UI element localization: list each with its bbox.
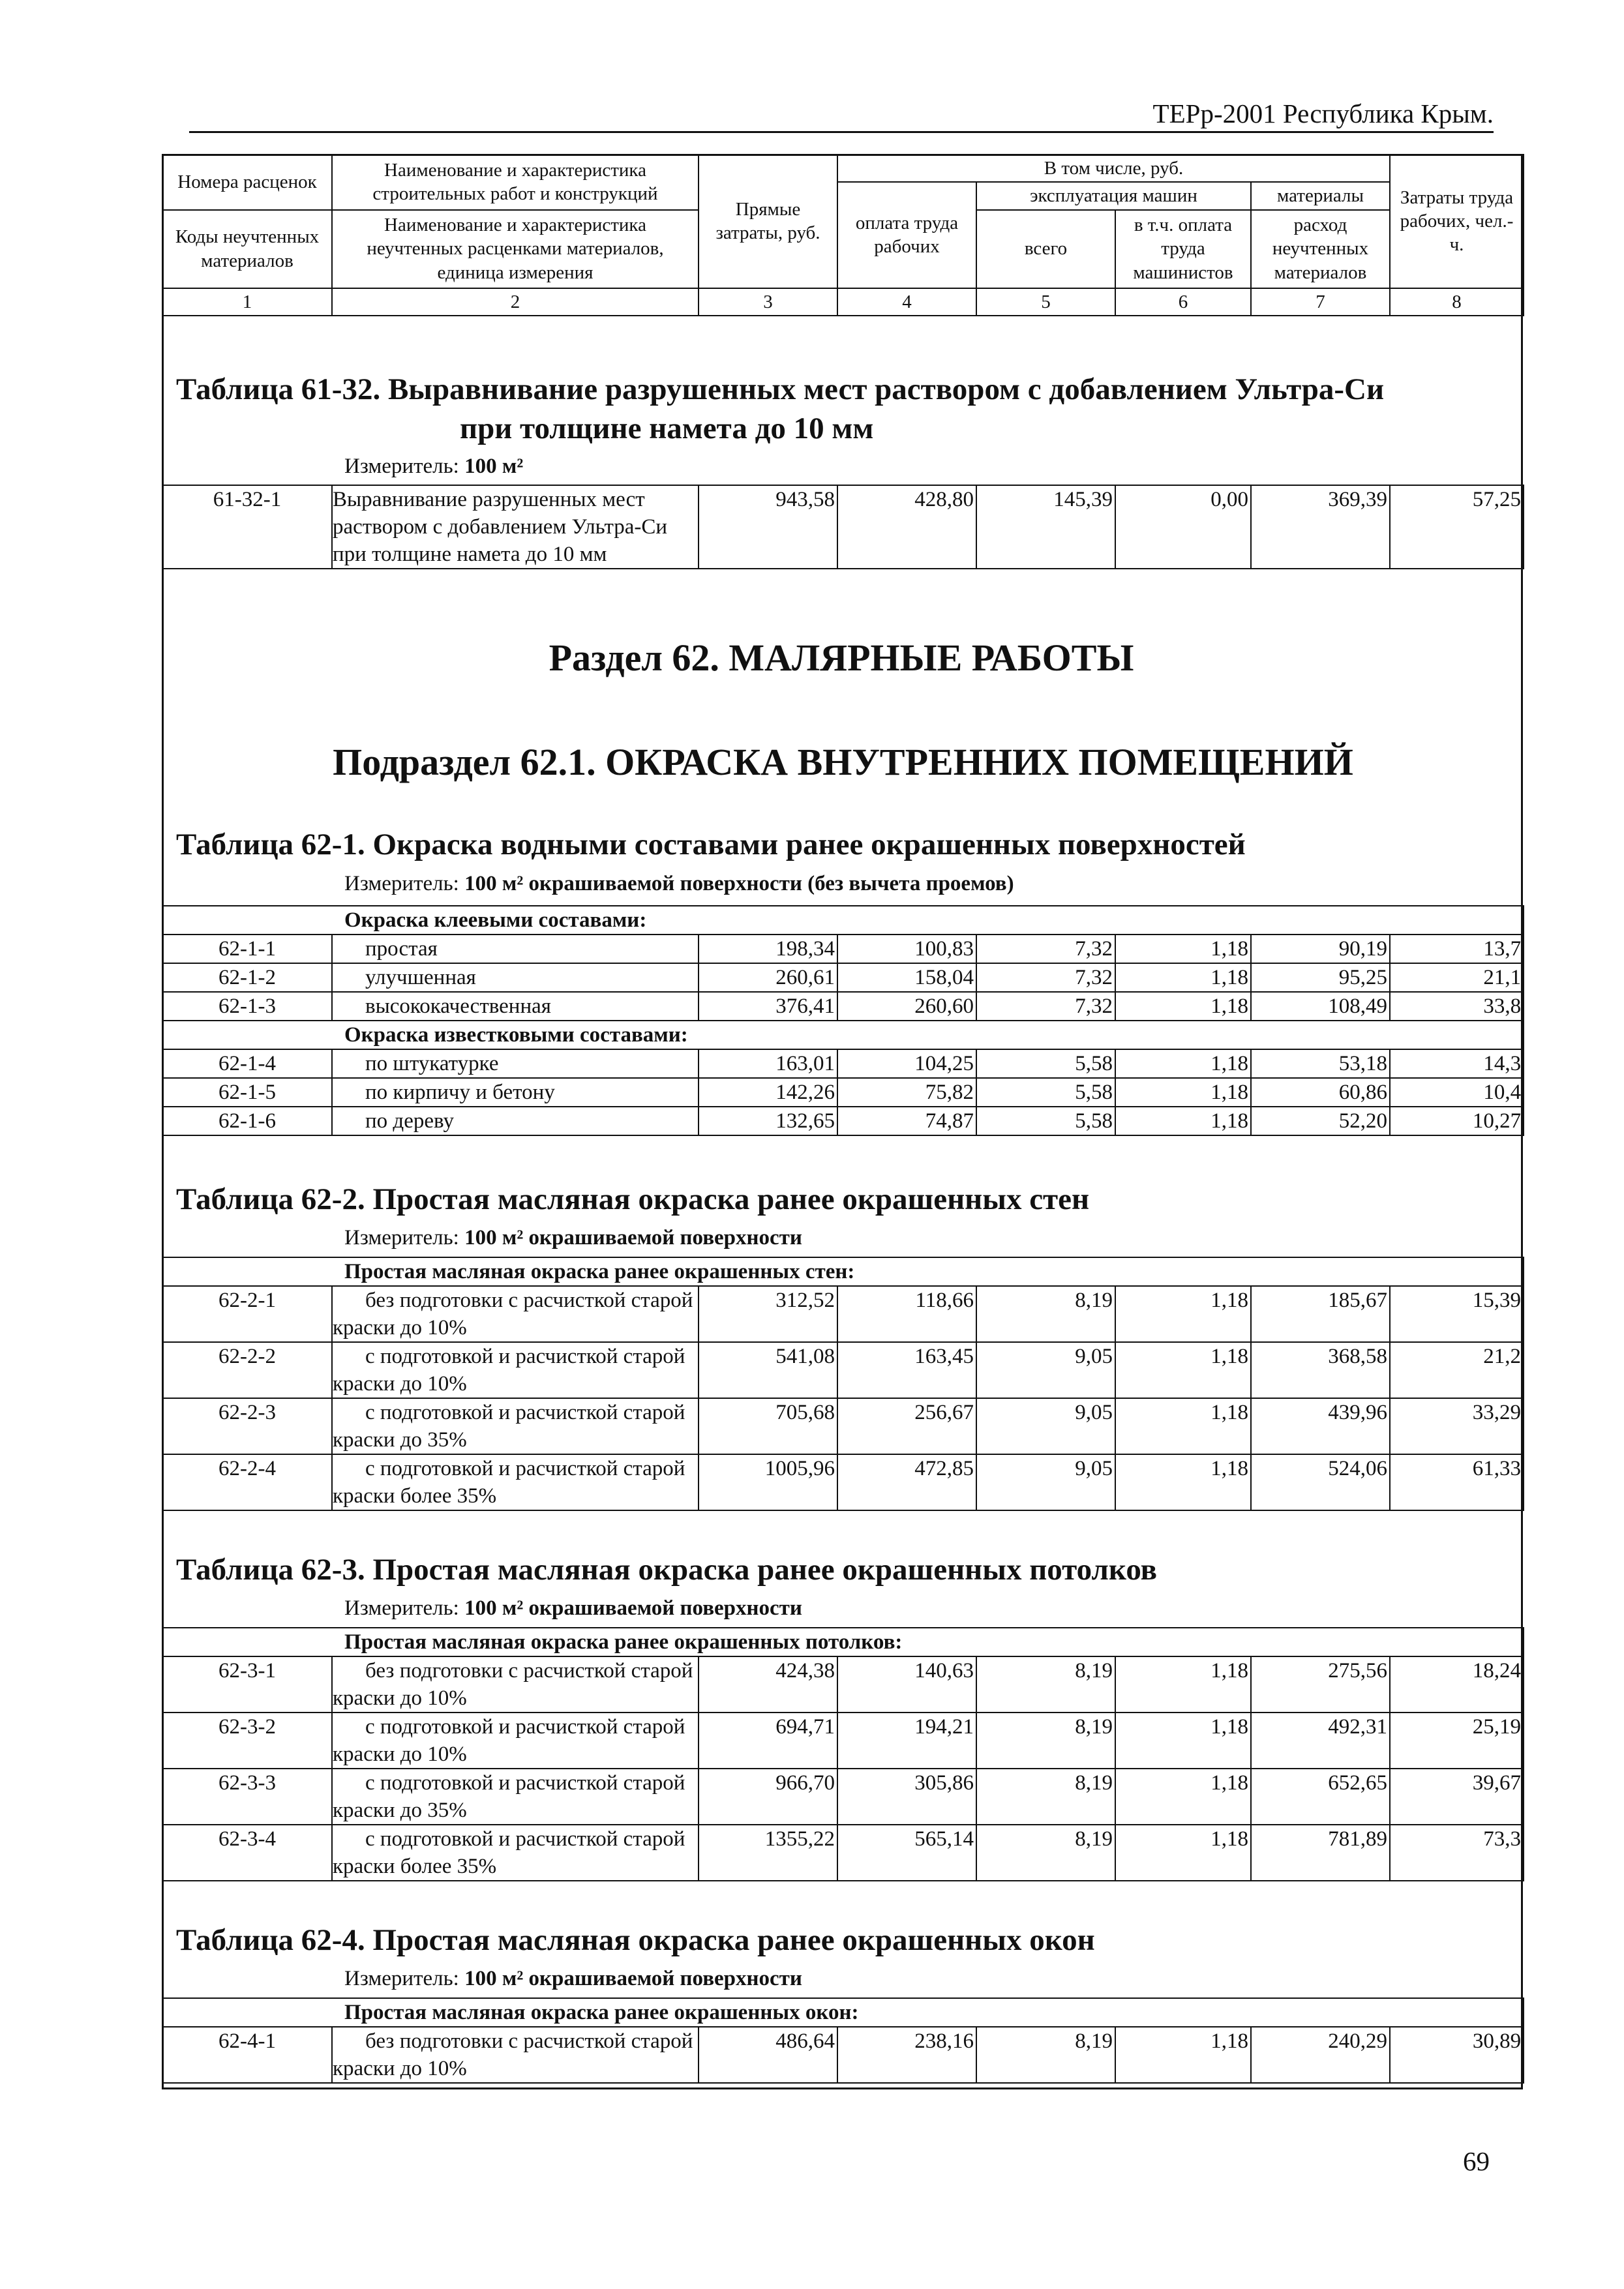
rate-code-cell: 62-1-5	[162, 1078, 332, 1107]
labor-hours-cell: 25,19	[1390, 1713, 1524, 1769]
description-cell: по кирпичу и бетону	[332, 1078, 699, 1107]
labor-hours-cell: 13,7	[1390, 935, 1524, 963]
labor-pay-cell: 194,21	[837, 1713, 976, 1769]
materials-cell: 108,49	[1251, 992, 1390, 1021]
description-cell: с подготовкой и расчисткой старой краски до 35%	[332, 1398, 699, 1454]
machines-total-cell: 145,39	[976, 485, 1115, 569]
direct-costs-cell: 312,52	[699, 1286, 837, 1342]
page-header	[189, 91, 1494, 133]
machines-total-cell: 9,05	[976, 1398, 1115, 1454]
meter-label: Измеритель:	[344, 1226, 459, 1249]
labor-pay-cell: 75,82	[837, 1078, 976, 1107]
labor-pay-cell: 74,87	[837, 1107, 976, 1135]
materials-cell: 652,65	[1251, 1769, 1390, 1825]
machinists-pay-cell: 1,18	[1115, 1825, 1251, 1881]
table-62-2-title: Таблица 62-2. Простая масляная окраска ранее окрашенных стен	[176, 1182, 1090, 1216]
machines-total-cell: 8,19	[976, 1713, 1115, 1769]
meter-label: Измеритель:	[344, 872, 459, 895]
labor-hours-cell: 18,24	[1390, 1656, 1524, 1713]
hdr-machines: эксплуатация машин	[976, 182, 1251, 209]
hdr-machinists-pay: в т.ч. оплата труда машинистов	[1115, 210, 1251, 288]
machinists-pay-cell: 1,18	[1115, 1656, 1251, 1713]
machinists-pay-cell: 1,18	[1115, 963, 1251, 992]
table-62-2	[162, 1257, 1524, 1511]
rate-code-cell: 62-3-1	[162, 1656, 332, 1713]
machines-total-cell: 9,05	[976, 1342, 1115, 1398]
machinists-pay-cell: 1,18	[1115, 1769, 1251, 1825]
description-cell: без подготовки с расчисткой старой краски до 10%	[332, 1656, 699, 1713]
hdr-num-2: 2	[332, 288, 699, 316]
subsection-title: Подраздел 62.1. ОКРАСКА ВНУТРЕННИХ ПОМЕЩЕНИЙ	[333, 741, 1353, 783]
machinists-pay-cell: 1,18	[1115, 1454, 1251, 1510]
header-rule	[189, 131, 1494, 133]
direct-costs-cell: 198,34	[699, 935, 837, 963]
materials-cell: 185,67	[1251, 1286, 1390, 1342]
page-header-text: ТЕРр-2001 Республика Крым.	[1152, 98, 1494, 128]
direct-costs-cell: 260,61	[699, 963, 837, 992]
machinists-pay-cell: 1,18	[1115, 1342, 1251, 1398]
rate-code-cell: 62-3-3	[162, 1769, 332, 1825]
labor-hours-cell: 57,25	[1390, 485, 1524, 569]
labor-pay-cell: 305,86	[837, 1769, 976, 1825]
materials-cell: 95,25	[1251, 963, 1390, 992]
table-62-1	[162, 905, 1524, 1136]
machines-total-cell: 5,58	[976, 1107, 1115, 1135]
description-cell: высококачественная	[332, 992, 699, 1021]
hdr-unaccounted-materials: расход неучтенных материалов	[1251, 210, 1390, 288]
table-row	[162, 1398, 1524, 1454]
table-row	[162, 485, 1524, 569]
labor-pay-cell: 472,85	[837, 1454, 976, 1510]
rate-code-cell: 62-1-1	[162, 935, 332, 963]
direct-costs-cell: 132,65	[699, 1107, 837, 1135]
group-heading: Окраска клеевыми составами:	[162, 906, 1524, 935]
section-title: Раздел 62. МАЛЯРНЫЕ РАБОТЫ	[549, 636, 1134, 679]
labor-pay-cell: 163,45	[837, 1342, 976, 1398]
meter-label: Измеритель:	[344, 1596, 459, 1620]
labor-hours-cell: 39,67	[1390, 1769, 1524, 1825]
machinists-pay-cell: 1,18	[1115, 2027, 1251, 2083]
labor-hours-cell: 33,29	[1390, 1398, 1524, 1454]
direct-costs-cell: 705,68	[699, 1398, 837, 1454]
labor-hours-cell: 21,2	[1390, 1342, 1524, 1398]
description-cell: с подготовкой и расчисткой старой краски более 35%	[332, 1454, 699, 1510]
machinists-pay-cell: 0,00	[1115, 485, 1251, 569]
labor-hours-cell: 30,89	[1390, 2027, 1524, 2083]
rate-code-cell: 62-1-3	[162, 992, 332, 1021]
column-header-table	[162, 154, 1524, 316]
direct-costs-cell: 943,58	[699, 485, 837, 569]
page-number: 69	[1463, 2146, 1490, 2176]
rate-code-cell: 62-1-6	[162, 1107, 332, 1135]
direct-costs-cell: 376,41	[699, 992, 837, 1021]
materials-cell: 275,56	[1251, 1656, 1390, 1713]
labor-pay-cell: 565,14	[837, 1825, 976, 1881]
table-row	[162, 1769, 1524, 1825]
meter-value: 100 м² окрашиваемой поверхности (без вычета проемов)	[464, 872, 1014, 895]
description-cell: улучшенная	[332, 963, 699, 992]
hdr-materials: материалы	[1251, 182, 1390, 209]
description-cell: простая	[332, 935, 699, 963]
hdr-codes-top: Номера расценок	[162, 155, 332, 210]
hdr-including-group: В том числе, руб.	[837, 155, 1390, 182]
hdr-num-4: 4	[837, 288, 976, 316]
rate-code-cell: 62-2-3	[162, 1398, 332, 1454]
labor-pay-cell: 238,16	[837, 2027, 976, 2083]
description-cell: с подготовкой и расчисткой старой краски до 10%	[332, 1713, 699, 1769]
meter-label: Измеритель:	[344, 1967, 459, 1990]
description-cell: Выравнивание разрушенных мест раствором с добавлением Ультра-Си при толщине намета до 10 мм	[332, 485, 699, 569]
labor-pay-cell: 100,83	[837, 935, 976, 963]
table-62-4-title: Таблица 62-4. Простая масляная окраска ранее окрашенных окон	[176, 1923, 1095, 1957]
materials-cell: 524,06	[1251, 1454, 1390, 1510]
hdr-num-7: 7	[1251, 288, 1390, 316]
labor-hours-cell: 61,33	[1390, 1454, 1524, 1510]
table-row	[162, 1286, 1524, 1342]
hdr-direct-costs: Прямые затраты, руб.	[699, 155, 837, 288]
labor-pay-cell: 118,66	[837, 1286, 976, 1342]
direct-costs-cell: 142,26	[699, 1078, 837, 1107]
machinists-pay-cell: 1,18	[1115, 1713, 1251, 1769]
description-cell: без подготовки с расчисткой старой краски до 10%	[332, 1286, 699, 1342]
description-cell: по дереву	[332, 1107, 699, 1135]
group-heading: Простая масляная окраска ранее окрашенных окон:	[162, 1998, 1524, 2027]
table-62-4	[162, 1997, 1524, 2084]
rate-code-cell: 61-32-1	[162, 485, 332, 569]
table-row	[162, 1825, 1524, 1881]
direct-costs-cell: 424,38	[699, 1656, 837, 1713]
machinists-pay-cell: 1,18	[1115, 935, 1251, 963]
table-62-1-title: Таблица 62-1. Окраска водными составами ранее окрашенных поверхностей	[176, 828, 1246, 861]
table-62-4-meter	[344, 1967, 802, 1991]
table-62-3	[162, 1627, 1524, 1881]
description-cell: с подготовкой и расчисткой старой краски до 35%	[332, 1769, 699, 1825]
machines-total-cell: 8,19	[976, 1769, 1115, 1825]
machinists-pay-cell: 1,18	[1115, 1398, 1251, 1454]
labor-hours-cell: 10,4	[1390, 1078, 1524, 1107]
machines-total-cell: 8,19	[976, 2027, 1115, 2083]
hdr-num-8: 8	[1390, 288, 1524, 316]
table-61-32-title-line2: при толщине намета до 10 мм	[460, 411, 874, 445]
materials-cell: 781,89	[1251, 1825, 1390, 1881]
table-row	[162, 1713, 1524, 1769]
table-62-3-title: Таблица 62-3. Простая масляная окраска ранее окрашенных потолков	[176, 1553, 1158, 1587]
direct-costs-cell: 486,64	[699, 2027, 837, 2083]
table-62-2-meter	[344, 1226, 802, 1250]
machines-total-cell: 9,05	[976, 1454, 1115, 1510]
direct-costs-cell: 694,71	[699, 1713, 837, 1769]
description-cell: с подготовкой и расчисткой старой краски до 10%	[332, 1342, 699, 1398]
table-row	[162, 1656, 1524, 1713]
table-row	[162, 992, 1524, 1021]
meter-label: Измеритель:	[344, 455, 459, 478]
hdr-num-6: 6	[1115, 288, 1251, 316]
direct-costs-cell: 1005,96	[699, 1454, 837, 1510]
labor-pay-cell: 256,67	[837, 1398, 976, 1454]
table-row	[162, 1049, 1524, 1078]
group-heading: Простая масляная окраска ранее окрашенных потолков:	[162, 1628, 1524, 1656]
materials-cell: 369,39	[1251, 485, 1390, 569]
table-row	[162, 1342, 1524, 1398]
machines-total-cell: 5,58	[976, 1078, 1115, 1107]
direct-costs-cell: 541,08	[699, 1342, 837, 1398]
machines-total-cell: 7,32	[976, 992, 1115, 1021]
direct-costs-cell: 966,70	[699, 1769, 837, 1825]
machinists-pay-cell: 1,18	[1115, 992, 1251, 1021]
machinists-pay-cell: 1,18	[1115, 1107, 1251, 1135]
labor-pay-cell: 158,04	[837, 963, 976, 992]
rate-code-cell: 62-2-4	[162, 1454, 332, 1510]
rate-code-cell: 62-1-2	[162, 963, 332, 992]
hdr-name-bottom: Наименование и характеристика неучтенных расценками материалов, единица измерения	[332, 210, 699, 288]
rate-code-cell: 62-3-2	[162, 1713, 332, 1769]
machines-total-cell: 5,58	[976, 1049, 1115, 1078]
table-row	[162, 1078, 1524, 1107]
materials-cell: 240,29	[1251, 2027, 1390, 2083]
machines-total-cell: 7,32	[976, 963, 1115, 992]
hdr-num-1: 1	[162, 288, 332, 316]
machines-total-cell: 8,19	[976, 1286, 1115, 1342]
rate-code-cell: 62-2-1	[162, 1286, 332, 1342]
table-row	[162, 1107, 1524, 1135]
description-cell: без подготовки с расчисткой старой краски до 10%	[332, 2027, 699, 2083]
hdr-name-top: Наименование и характеристика строительных работ и конструкций	[332, 155, 699, 210]
rate-code-cell: 62-1-4	[162, 1049, 332, 1078]
machinists-pay-cell: 1,18	[1115, 1078, 1251, 1107]
meter-value: 100 м²	[464, 455, 524, 478]
machines-total-cell: 8,19	[976, 1825, 1115, 1881]
meter-value: 100 м² окрашиваемой поверхности	[464, 1967, 802, 1990]
direct-costs-cell: 1355,22	[699, 1825, 837, 1881]
table-row	[162, 2027, 1524, 2083]
materials-cell: 53,18	[1251, 1049, 1390, 1078]
table-62-1-meter	[344, 872, 1014, 896]
group-heading: Простая масляная окраска ранее окрашенных стен:	[162, 1257, 1524, 1286]
materials-cell: 439,96	[1251, 1398, 1390, 1454]
description-cell: с подготовкой и расчисткой старой краски более 35%	[332, 1825, 699, 1881]
meter-value: 100 м² окрашиваемой поверхности	[464, 1596, 802, 1620]
hdr-num-5: 5	[976, 288, 1115, 316]
materials-cell: 492,31	[1251, 1713, 1390, 1769]
materials-cell: 90,19	[1251, 935, 1390, 963]
meter-value: 100 м² окрашиваемой поверхности	[464, 1226, 802, 1249]
hdr-num-3: 3	[699, 288, 837, 316]
table-62-3-meter	[344, 1596, 802, 1621]
table-row	[162, 963, 1524, 992]
machinists-pay-cell: 1,18	[1115, 1049, 1251, 1078]
labor-hours-cell: 73,3	[1390, 1825, 1524, 1881]
labor-hours-cell: 10,27	[1390, 1107, 1524, 1135]
hdr-labor-hours: Затраты труда рабочих, чел.-ч.	[1390, 155, 1524, 288]
machinists-pay-cell: 1,18	[1115, 1286, 1251, 1342]
hdr-machines-total: всего	[976, 210, 1115, 288]
materials-cell: 368,58	[1251, 1342, 1390, 1398]
materials-cell: 52,20	[1251, 1107, 1390, 1135]
labor-pay-cell: 260,60	[837, 992, 976, 1021]
machines-total-cell: 8,19	[976, 1656, 1115, 1713]
rate-code-cell: 62-4-1	[162, 2027, 332, 2083]
labor-pay-cell: 428,80	[837, 485, 976, 569]
labor-hours-cell: 14,3	[1390, 1049, 1524, 1078]
labor-pay-cell: 140,63	[837, 1656, 976, 1713]
hdr-codes-bottom: Коды неучтенных материалов	[162, 210, 332, 288]
labor-pay-cell: 104,25	[837, 1049, 976, 1078]
labor-hours-cell: 33,8	[1390, 992, 1524, 1021]
description-cell: по штукатурке	[332, 1049, 699, 1078]
table-row	[162, 935, 1524, 963]
labor-hours-cell: 21,1	[1390, 963, 1524, 992]
table-row	[162, 1454, 1524, 1510]
table-61-32-meter	[344, 455, 523, 479]
rate-code-cell: 62-2-2	[162, 1342, 332, 1398]
table-61-32	[162, 485, 1524, 569]
machines-total-cell: 7,32	[976, 935, 1115, 963]
hdr-labor-pay: оплата труда рабочих	[837, 182, 976, 288]
direct-costs-cell: 163,01	[699, 1049, 837, 1078]
labor-hours-cell: 15,39	[1390, 1286, 1524, 1342]
rate-code-cell: 62-3-4	[162, 1825, 332, 1881]
materials-cell: 60,86	[1251, 1078, 1390, 1107]
table-61-32-title: Таблица 61-32. Выравнивание разрушенных мест раствором с добавлением Ультра-Си	[176, 372, 1385, 406]
group-heading: Окраска известковыми составами:	[162, 1021, 1524, 1049]
